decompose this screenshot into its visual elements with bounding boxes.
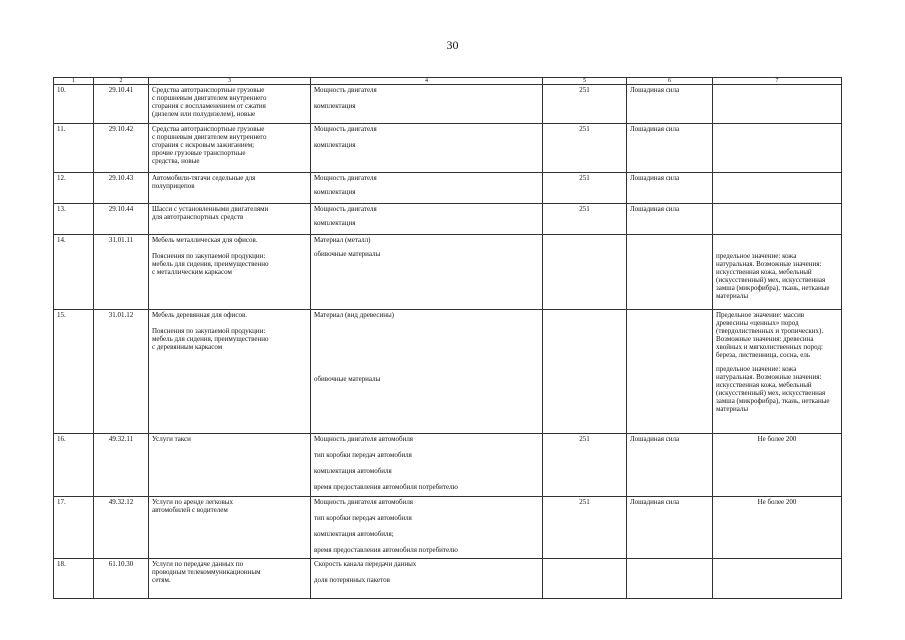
value	[713, 204, 842, 235]
unit-name: Лошадиная сила	[627, 497, 713, 559]
col-header: 6	[627, 78, 713, 85]
item-name: Мебель деревянная для офисов. Пояснения по закупаемой продукции: мебель для сидения, преимущественно с деревянным каркасом	[149, 310, 311, 434]
value	[713, 173, 842, 204]
unit-name	[627, 235, 713, 310]
unit-code: 251	[543, 434, 627, 497]
unit-name: Лошадиная сила	[627, 124, 713, 173]
table-row	[54, 497, 842, 559]
col-header: 4	[311, 78, 543, 85]
unit-code: 251	[543, 204, 627, 235]
characteristics: Скорость канала передачи данных доля потерянных пакетов	[311, 559, 543, 599]
okpd-code: 29.10.41	[94, 85, 149, 124]
row-number: 13.	[54, 204, 94, 235]
register-table	[53, 77, 842, 599]
okpd-code: 29.10.44	[94, 204, 149, 235]
okpd-code: 31.01.12	[94, 310, 149, 434]
characteristics: Мощность двигателя комплектация	[311, 204, 543, 235]
col-header: 2	[94, 78, 149, 85]
value	[713, 124, 842, 173]
unit-name: Лошадиная сила	[627, 173, 713, 204]
table-row	[54, 559, 842, 599]
row-number: 10.	[54, 85, 94, 124]
characteristics: Мощность двигателя комплектация	[311, 85, 543, 124]
header-row	[54, 78, 842, 85]
item-name: Автомобили-тягачи седельные для полуприцепов	[149, 173, 311, 204]
characteristics: Мощность двигателя автомобиля тип коробки передач автомобиля комплектация автомобиля время предоставления автомобиля потребителю	[311, 434, 543, 497]
table-row	[54, 204, 842, 235]
okpd-code: 31.01.11	[94, 235, 149, 310]
okpd-code: 49.32.12	[94, 497, 149, 559]
row-number: 14.	[54, 235, 94, 310]
unit-code: 251	[543, 124, 627, 173]
unit-name	[627, 310, 713, 434]
col-header: 1	[54, 78, 94, 85]
okpd-code: 29.10.42	[94, 124, 149, 173]
row-number: 17.	[54, 497, 94, 559]
value	[713, 559, 842, 599]
item-name: Услуги по аренде легковых автомобилей с водителем	[149, 497, 311, 559]
item-name: Мебель металлическая для офисов. Пояснения по закупаемой продукции: мебель для сидения, преимущественно с металлическим каркасом	[149, 235, 311, 310]
item-name: Услуги по передаче данных по проводным телекоммуникационным сетям.	[149, 559, 311, 599]
okpd-code: 49.32.11	[94, 434, 149, 497]
row-number: 12.	[54, 173, 94, 204]
unit-name: Лошадиная сила	[627, 85, 713, 124]
value: предельное значение: кожа натуральная. Возможные значения: искусственная кожа, мебельный (искусственный) мех, искусственная замша (микрофибра), ткань, нетканые материалы	[713, 235, 842, 310]
item-name: Шасси с установленными двигателями для автотранспортных средств	[149, 204, 311, 235]
unit-name	[627, 559, 713, 599]
table-row	[54, 173, 842, 204]
table-row	[54, 85, 842, 124]
unit-code	[543, 310, 627, 434]
okpd-code: 29.10.43	[94, 173, 149, 204]
characteristics: Мощность двигателя автомобиля тип коробки передач автомобиля комплектация автомобиля; время предоставления автомобиля потребителю	[311, 497, 543, 559]
row-number: 11.	[54, 124, 94, 173]
value: Не более 200	[713, 434, 842, 497]
row-number: 15.	[54, 310, 94, 434]
col-header: 3	[149, 78, 311, 85]
col-header: 5	[543, 78, 627, 85]
characteristics: Мощность двигателя комплектация	[311, 173, 543, 204]
row-number: 18.	[54, 559, 94, 599]
unit-code: 251	[543, 173, 627, 204]
value	[713, 85, 842, 124]
item-name: Средства автотранспортные грузовые с поршневым двигателем внутреннего сгорания с воспламенением от сжатия (дизелем или полудизелем), новые	[149, 85, 311, 124]
characteristics: Мощность двигателя комплектация	[311, 124, 543, 173]
characteristics: Материал (вид древесины) обивочные материалы	[311, 310, 543, 434]
value: Предельное значение: массив древесины «ценных» пород (твердолиственных и тропических). Возможные значения: древесина хвойных и мягколиственных пород: береза, лиственница, сосна, ель предельное значение: кожа натуральная. Возможные значения: искусственная кожа, мебельный (искусственный) мех, искусственная замша (микрофибра), ткань, нетканые материалы	[713, 310, 842, 434]
unit-code	[543, 559, 627, 599]
item-name: Услуги такси	[149, 434, 311, 497]
page-number: 30	[446, 38, 459, 52]
unit-name: Лошадиная сила	[627, 434, 713, 497]
characteristics: Материал (металл) обивочные материалы	[311, 235, 543, 310]
table-row	[54, 434, 842, 497]
table-row	[54, 310, 842, 434]
unit-code	[543, 235, 627, 310]
row-number: 16.	[54, 434, 94, 497]
item-name: Средства автотранспортные грузовые с поршневым двигателем внутреннего сгорания с искровым зажиганием; прочие грузовые транспортные средства, новые	[149, 124, 311, 173]
value: Не более 200	[713, 497, 842, 559]
table-row	[54, 235, 842, 310]
unit-code: 251	[543, 85, 627, 124]
col-header: 7	[713, 78, 842, 85]
table-row	[54, 124, 842, 173]
unit-code: 251	[543, 497, 627, 559]
unit-name: Лошадиная сила	[627, 204, 713, 235]
okpd-code: 61.10.30	[94, 559, 149, 599]
